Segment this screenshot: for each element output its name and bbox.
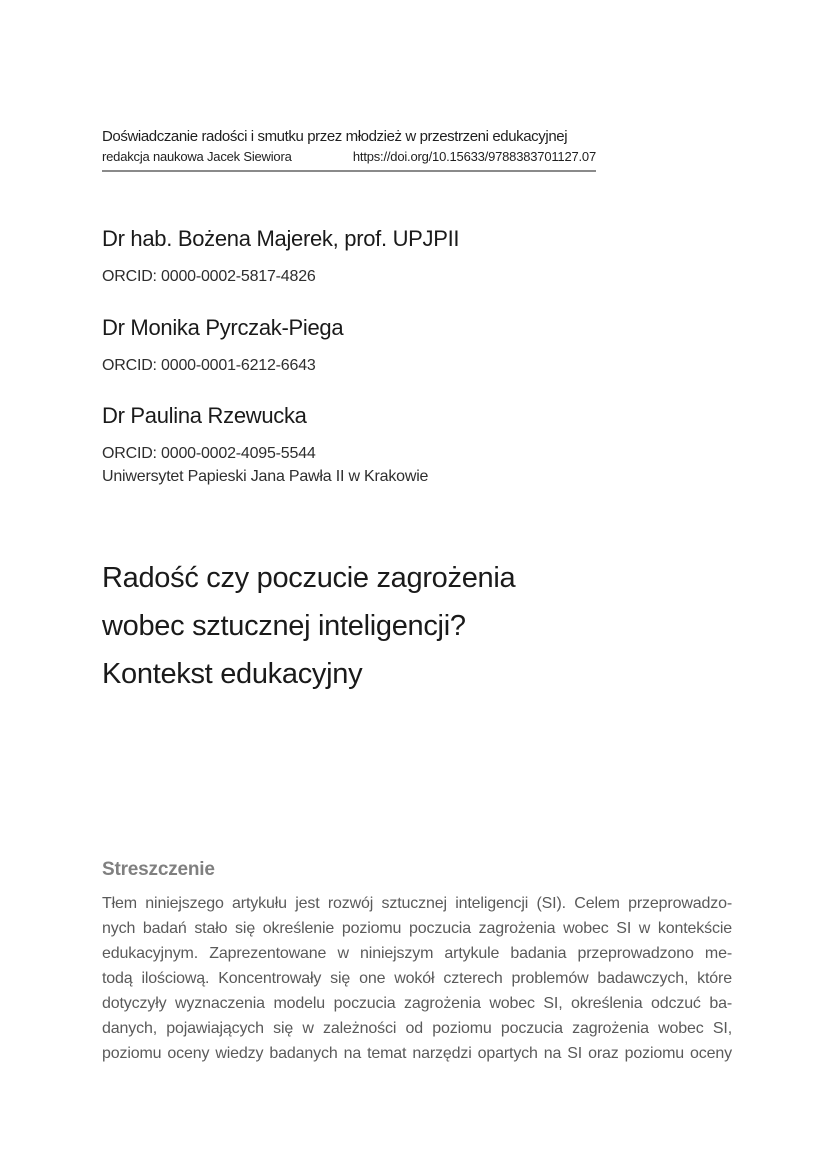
author-orcid: ORCID: 0000-0002-5817-4826	[102, 268, 316, 285]
author-name: Dr hab. Bożena Majerek, prof. UPJPII	[102, 226, 460, 251]
doi-link[interactable]: https://doi.org/10.15633/9788383701127.07	[352, 149, 596, 164]
header-meta-row	[102, 149, 596, 172]
author-block	[102, 314, 343, 377]
author-affiliation: Uniwersytet Papieski Jana Pawła II w Krakowie	[102, 468, 429, 485]
book-title: Doświadczanie radości i smutku przez młodzież w przestrzeni edukacyjnej	[102, 128, 568, 145]
abstract-heading: Streszczenie	[102, 859, 215, 880]
abstract-line: dotyczyły wyznaczenia modelu poczucia zagrożenia wobec SI, określenia odczuć ba-	[102, 995, 732, 1012]
abstract-paragraph	[102, 891, 732, 1066]
editor-credit: redakcja naukowa Jacek Siewiora	[102, 149, 292, 164]
article-title	[102, 554, 515, 698]
abstract-line: todą ilościową. Koncentrowały się one wokół czterech problemów badawczych, które	[102, 970, 732, 987]
author-block	[102, 402, 428, 488]
article-title-line: wobec sztucznej inteligencji?	[102, 610, 466, 642]
abstract-line: poziomu oceny wiedzy badanych na temat narzędzi opartych na SI oraz poziomu oceny	[102, 1045, 732, 1062]
running-header	[102, 128, 596, 172]
abstract-line: danych, pojawiających się w zależności od poziomu poczucia zagrożenia wobec SI,	[102, 1020, 732, 1037]
author-orcid: ORCID: 0000-0002-4095-5544	[102, 445, 316, 462]
article-title-line: Radość czy poczucie zagrożenia	[102, 562, 516, 594]
article-title-line: Kontekst edukacyjny	[102, 658, 363, 690]
abstract-line: Tłem niniejszego artykułu jest rozwój sztucznej inteligencji (SI). Celem przeprowadzo-	[102, 895, 732, 912]
abstract-line: nych badań stało się określenie poziomu poczucia zagrożenia wobec SI w kontekście	[102, 920, 732, 937]
author-name: Dr Paulina Rzewucka	[102, 403, 307, 428]
author-name: Dr Monika Pyrczak-Piega	[102, 315, 344, 340]
author-orcid: ORCID: 0000-0001-6212-6643	[102, 357, 316, 374]
abstract-section	[102, 858, 732, 1066]
abstract-line: edukacyjnym. Zaprezentowane w niniejszym artykule badania przeprowadzono me-	[102, 945, 732, 962]
author-block	[102, 225, 459, 288]
